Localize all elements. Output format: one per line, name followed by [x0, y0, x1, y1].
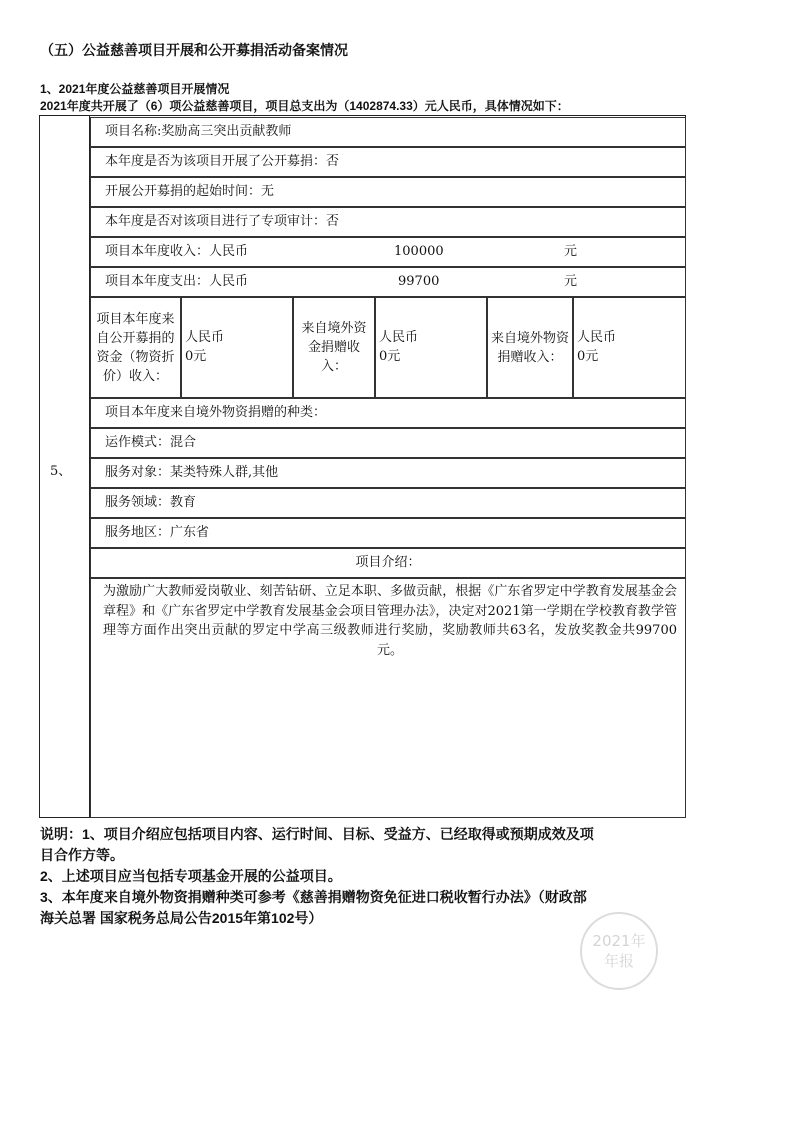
foreign-materials-income-label: 来自境外物资捐赠收入： [487, 297, 573, 398]
section-title: （五）公益慈善项目开展和公开募捐活动备案情况 [40, 42, 348, 58]
expense-label: 项目本年度支出：人民币 [105, 274, 249, 289]
income-amount: 100000 [394, 244, 444, 259]
stamp-year: 2021年 [592, 932, 646, 950]
note-line-3: 2、上述项目应当包括专项基金开展的公益项目。 [40, 868, 342, 884]
public-fundraising-income-value [181, 297, 293, 398]
note-line-5: 海关总署 国家税务总局公告2015年第102号） [40, 910, 323, 926]
project-intro-body: 为激励广大教师爱岗敬业、刻苦钻研、立足本职、多做贡献，根据《广东省罗定中学教育发展基金会章程》和《广东省罗定中学教育发展基金会项目管理办法》，决定对2021第一学期在学校教育教学管理等方面作出突出贡献的罗定中学高三级教师进行奖励，奖励教师共63名，发放奖教金共99700元。 [90, 578, 686, 818]
income-unit: 元 [564, 244, 578, 259]
expense-unit: 元 [564, 274, 578, 289]
income-label: 项目本年度收入：人民币 [105, 244, 249, 259]
service-target-row: 服务对象：某类特殊人群,其他 [90, 458, 686, 488]
note-line-1: 说明：1、项目介绍应包括项目内容、运行时间、目标、受益方、已经取得或预期成效及项 [40, 826, 594, 842]
foreign-material-types-row: 项目本年度来自境外物资捐赠的种类： [90, 398, 686, 428]
foreign-funds-income-value [375, 297, 487, 398]
project-intro-header: 项目介绍： [90, 548, 686, 578]
public-fundraising-row: 本年度是否为该项目开展了公开募捐：否 [90, 147, 686, 177]
foreign-funds-income-label: 来自境外资金捐赠收入： [293, 297, 375, 398]
foreign-materials-income-amount: 0元 [577, 349, 599, 364]
stamp-label: 年报 [603, 952, 634, 970]
foreign-materials-income-value [573, 297, 686, 398]
public-fundraising-income-label: 项目本年度来自公开募捐的资金（物资折价）收入： [90, 297, 181, 398]
income-row [90, 237, 686, 267]
special-audit-row: 本年度是否对该项目进行了专项审计：否 [90, 207, 686, 237]
foreign-materials-income-currency: 人民币 [577, 330, 617, 345]
operation-mode-row: 运作模式：混合 [90, 428, 686, 458]
note-line-2: 目合作方等。 [40, 847, 124, 863]
public-fundraising-income-currency: 人民币 [185, 330, 225, 345]
summary-line: 2021年度共开展了（6）项公益慈善项目，项目总支出为（1402874.33）元人民币，具体情况如下： [40, 99, 569, 113]
project-row-number: 5、 [50, 464, 72, 479]
project-name-row: 项目名称:奖励高三突出贡献教师 [90, 117, 686, 147]
service-region-row: 服务地区：广东省 [90, 518, 686, 548]
note-line-4: 3、本年度来自境外物资捐赠种类可参考《慈善捐赠物资免征进口税收暂行办法》（财政部 [40, 889, 587, 905]
annual-report-watermark-stamp [580, 912, 658, 990]
service-field-row: 服务领域：教育 [90, 488, 686, 518]
foreign-funds-income-currency: 人民币 [379, 330, 419, 345]
foreign-funds-income-amount: 0元 [379, 349, 401, 364]
fundraising-start-row: 开展公开募捐的起始时间：无 [90, 177, 686, 207]
sub-title: 1、2021年度公益慈善项目开展情况 [40, 82, 230, 96]
expense-amount: 99700 [398, 274, 440, 289]
public-fundraising-income-amount: 0元 [185, 349, 207, 364]
expense-row [90, 267, 686, 297]
